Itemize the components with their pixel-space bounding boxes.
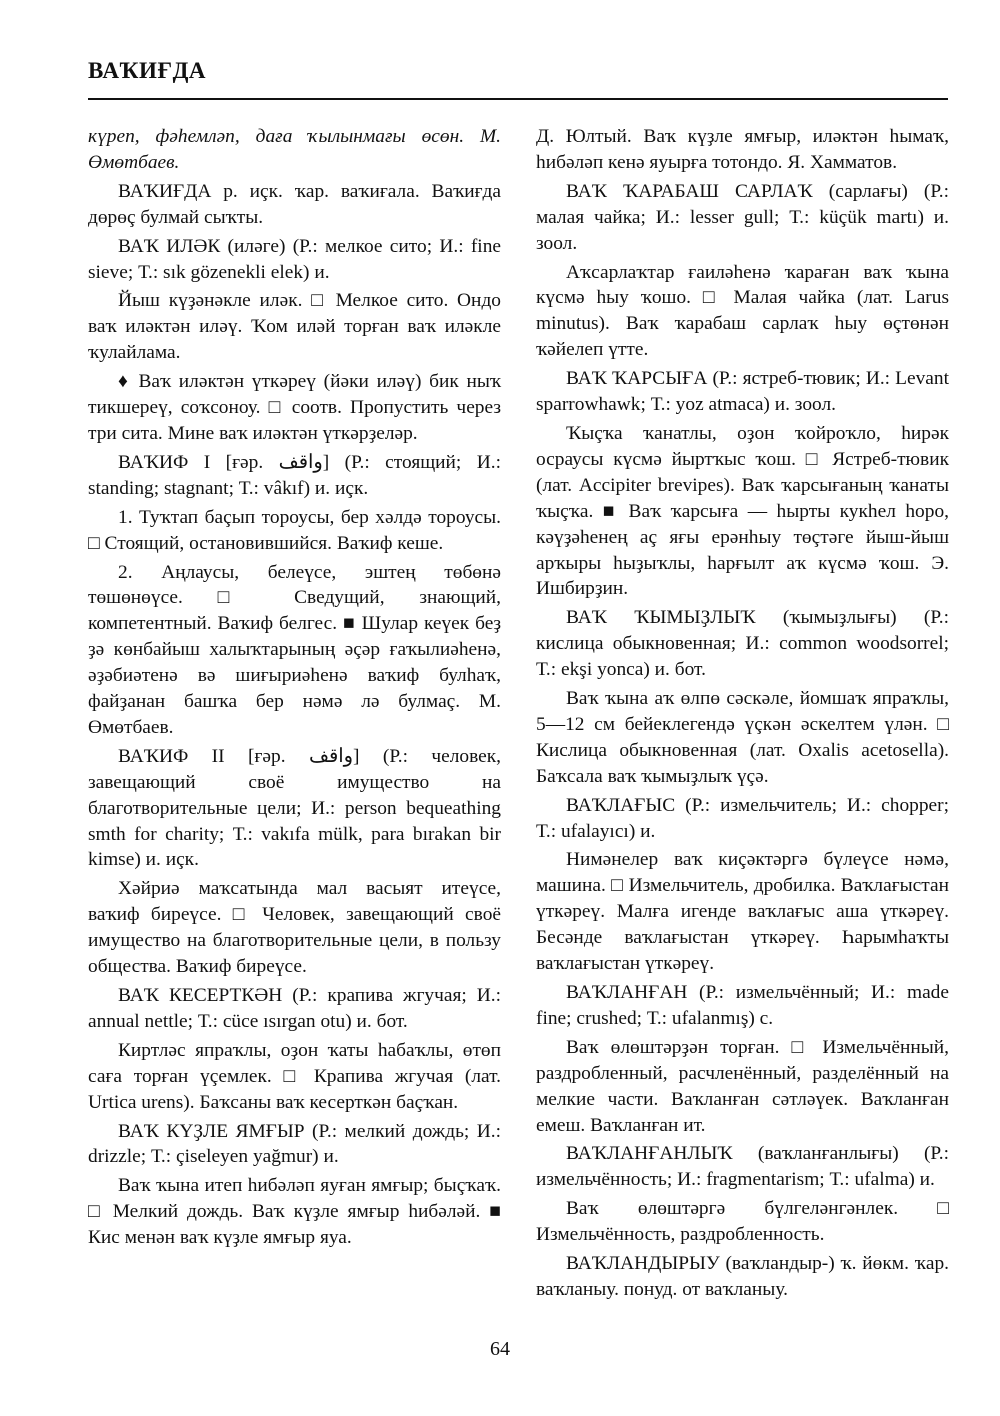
entry-text: Ваҡ өлөштәрҙән торған. □ Измельчённый, раздробленный, расчленённый, разделённый на мелкие части. Ваҡланған сәтләүек. Ваҡланған емеш. Ваҡланған ит. — [536, 1036, 949, 1136]
entry-text: ВАҠ ИЛӘК (иләге) (Р.: мелкое сито; И.: fine sieve; Т.: sık gözenekli elek) и. — [88, 235, 501, 283]
entry-text: күреп, фәһемләп, даға ҡылынмағы өсөн. М. Өмөтбаев. — [88, 126, 501, 173]
entry-text: ВАҠ ҠАРАБАШ САРЛАҠ (сарлағы) (Р.: малая чайка; И.: lesser gull; Т.: küçük martı) и. зоол. — [536, 180, 949, 254]
entry-text: ВАҠЛАНҒАН (Р.: измельчённый; И.: made fine; crushed; Т.: ufalanmış) с. — [536, 982, 949, 1029]
entry-text: ВАҠЛАҒЫС (Р.: измельчитель; И.: chopper; Т.: ufalayıcı) и. — [536, 794, 949, 842]
entry-text: Йыш күҙәнәкле иләк. □ Мелкое сито. Ондо ваҡ иләктән иләү. Ҡом иләй торған ваҡ иләкле ҡулайлама. — [88, 290, 501, 364]
entry-text: Киртләс япраҡлы, оҙон ҡаты һабаҡлы, өтөп саға торған үçемлек. □ Крапива жгучая (лат. Urtica urens). Баҡсаны ваҡ кесерткән баçҡан. — [88, 1039, 501, 1113]
entry-text: Д. Юлтый. Ваҡ күҙле ямғыр, иләктән һымаҡ, һибәләп кенә яуырға тотондо. Я. Хамматов. — [536, 126, 949, 173]
entry-text: 2. Аңлаусы, белеүсе, эштең төбөнә төшөнөүсе. □ Сведущий, знающий, компетентный. Ваҡиф белгес. ■ Шулар кеүек беҙ ҙә көнбайыш халыҡтарының әçәр ғаҡылиәһенә, әҙәбиәтенә вә шиғыриәһенә ваҡиф булһаҡ, файҙанан башҡа бер нәмә лә булмаç. М. Өмөтбаев. — [88, 561, 501, 738]
entry-text: Ваҡ өлөштәргә бүлгеләнгәнлек. □ Измельчённость, раздробленность. — [536, 1198, 949, 1246]
header-rule — [88, 98, 948, 100]
entry-text: Нимәнелер ваҡ киçәктәргә бүлеүсе нәмә, машина. □ Измельчитель, дробилка. Ваҡлағыстан үткәреү. Малға игенде ваҡлағыс аша үткәреү. Бесәнде ваҡлағыстан үткәреү. Һарымһаҡты ваҡлағыстан үткәреү. — [536, 849, 949, 975]
entry-text: ВАҠИҒДА р. иçк. ҡар. ваҡиғала. Ваҡиғда дөрөç булмай сыҡты. — [88, 180, 501, 228]
entry-text: ВАҠ ҠЫМЫҘЛЫҠ (ҡымыҙлығы) (Р.: кислица обыкновенная; И.: common woodsorrel; Т.: ekşi yonca) и. бот. — [536, 607, 949, 681]
entry-text: ВАҠЛАНҒАНЛЫҠ (ваҡланғанлығы) (Р.: измельчённость; И.: fragmentarism; Т.: ufalma) и. — [536, 1143, 949, 1191]
entry-text: Ваҡ ҡына аҡ өлпө сәскәле, йомшаҡ япраҡлы, 5—12 см бейеклегендә үçкән әскелтем үлән. □ Кислица обыкновенная (лат. Oxalis acetosella). Баҡсала ваҡ ҡымыҙлыҡ үçә. — [536, 688, 949, 787]
entry-text: 1. Туҡтап баçып тороусы, бер хәлдә тороусы. □ Стоящий, остановившийся. Ваҡиф кеше. — [88, 506, 501, 554]
entry-text: ВАҠИФ II [ғәр. واقف] (Р.: человек, завещающий своё имущество на благотворительные цели; И.: person bequeathing smth for charity; Т.: vakıfa mülk, para bırakan bir kimse) и. иçк. — [88, 745, 501, 871]
entry-text: ВАҠЛАНДЫРЫУ (ваҡландыр-) ҡ. йөкм. ҡар. ваҡланыу. понуд. от ваҡланыу. — [536, 1253, 949, 1300]
left-column — [88, 124, 501, 1254]
entry-text: ВАҠ ҠАРСЫҒА (Р.: ястреб-тювик; И.: Levant sparrowhawk; Т.: yoz atmaca) и. зоол. — [536, 368, 949, 416]
entry-text: ♦ Ваҡ иләктән үткәреү (йәки иләү) бик ныҡ тикшереү, соҡсоноу. □ соотв. Пропустить через три сита. Мине ваҡ иләктән үткәрҙеләр. — [88, 371, 501, 444]
entry-text: Ваҡ ҡына итеп һибәләп яуған ямғыр; быçҡаҡ. □ Мелкий дождь. Ваҡ күҙле ямғыр һибәләй. ■ Кис менән ваҡ күҙле ямғыр яуа. — [88, 1175, 501, 1249]
entry-text: ВАҠ КҮҘЛЕ ЯМҒЫР (Р.: мелкий дождь; И.: drizzle; Т.: çiseleyen yağmur) и. — [88, 1120, 501, 1168]
entry-text: Ҡыçҡа ҡанатлы, оҙон ҡойроҡло, һирәк осраусы күсмә йыртҡыс ҡош. □ Ястреб-тювик (лат. Accipiter brevipes). Ваҡ ҡарсығаның ҡанаты ҡыçҡа. ■ Ваҡ ҡарсыға — һырты кукһел һоро, кәүҙәһенең аç яғы ерәнһыу төçтәге йыш-йыш арҡыры һыҙыҡлы, һарғылт аҡ күсмә ҡош. Э. Ишбирҙин. — [536, 422, 949, 600]
running-header: ВАҠИҒДА — [88, 58, 207, 83]
page-number: 64 — [490, 1338, 510, 1360]
right-column — [536, 124, 949, 1306]
entry-text: Хәйриә маҡсатында мал васыят итеүсе, ваҡиф биреүсе. □ Человек, завещающий своё имущество на благотворительные цели, в пользу общества. Ваҡиф биреүсе. — [88, 878, 501, 978]
entry-text: Аҡсарлаҡтар ғаиләһенә ҡараған ваҡ ҡына күсмә һыу ҡошо. □ Малая чайка (лат. Larus minutus). Ваҡ ҡарабаш сарлаҡ һыу өçтөнән ҡәйелеп үтте. — [536, 261, 949, 361]
entry-text: ВАҠ КЕСЕРТКӘН (Р.: крапива жгучая; И.: annual nettle; Т.: cüce ısırgan otu) и. бот. — [88, 985, 501, 1032]
entry-text: ВАҠИФ I [ғәр. واقف] (Р.: стоящий; И.: standing; stagnant; Т.: vâkıf) и. иçк. — [88, 451, 501, 499]
